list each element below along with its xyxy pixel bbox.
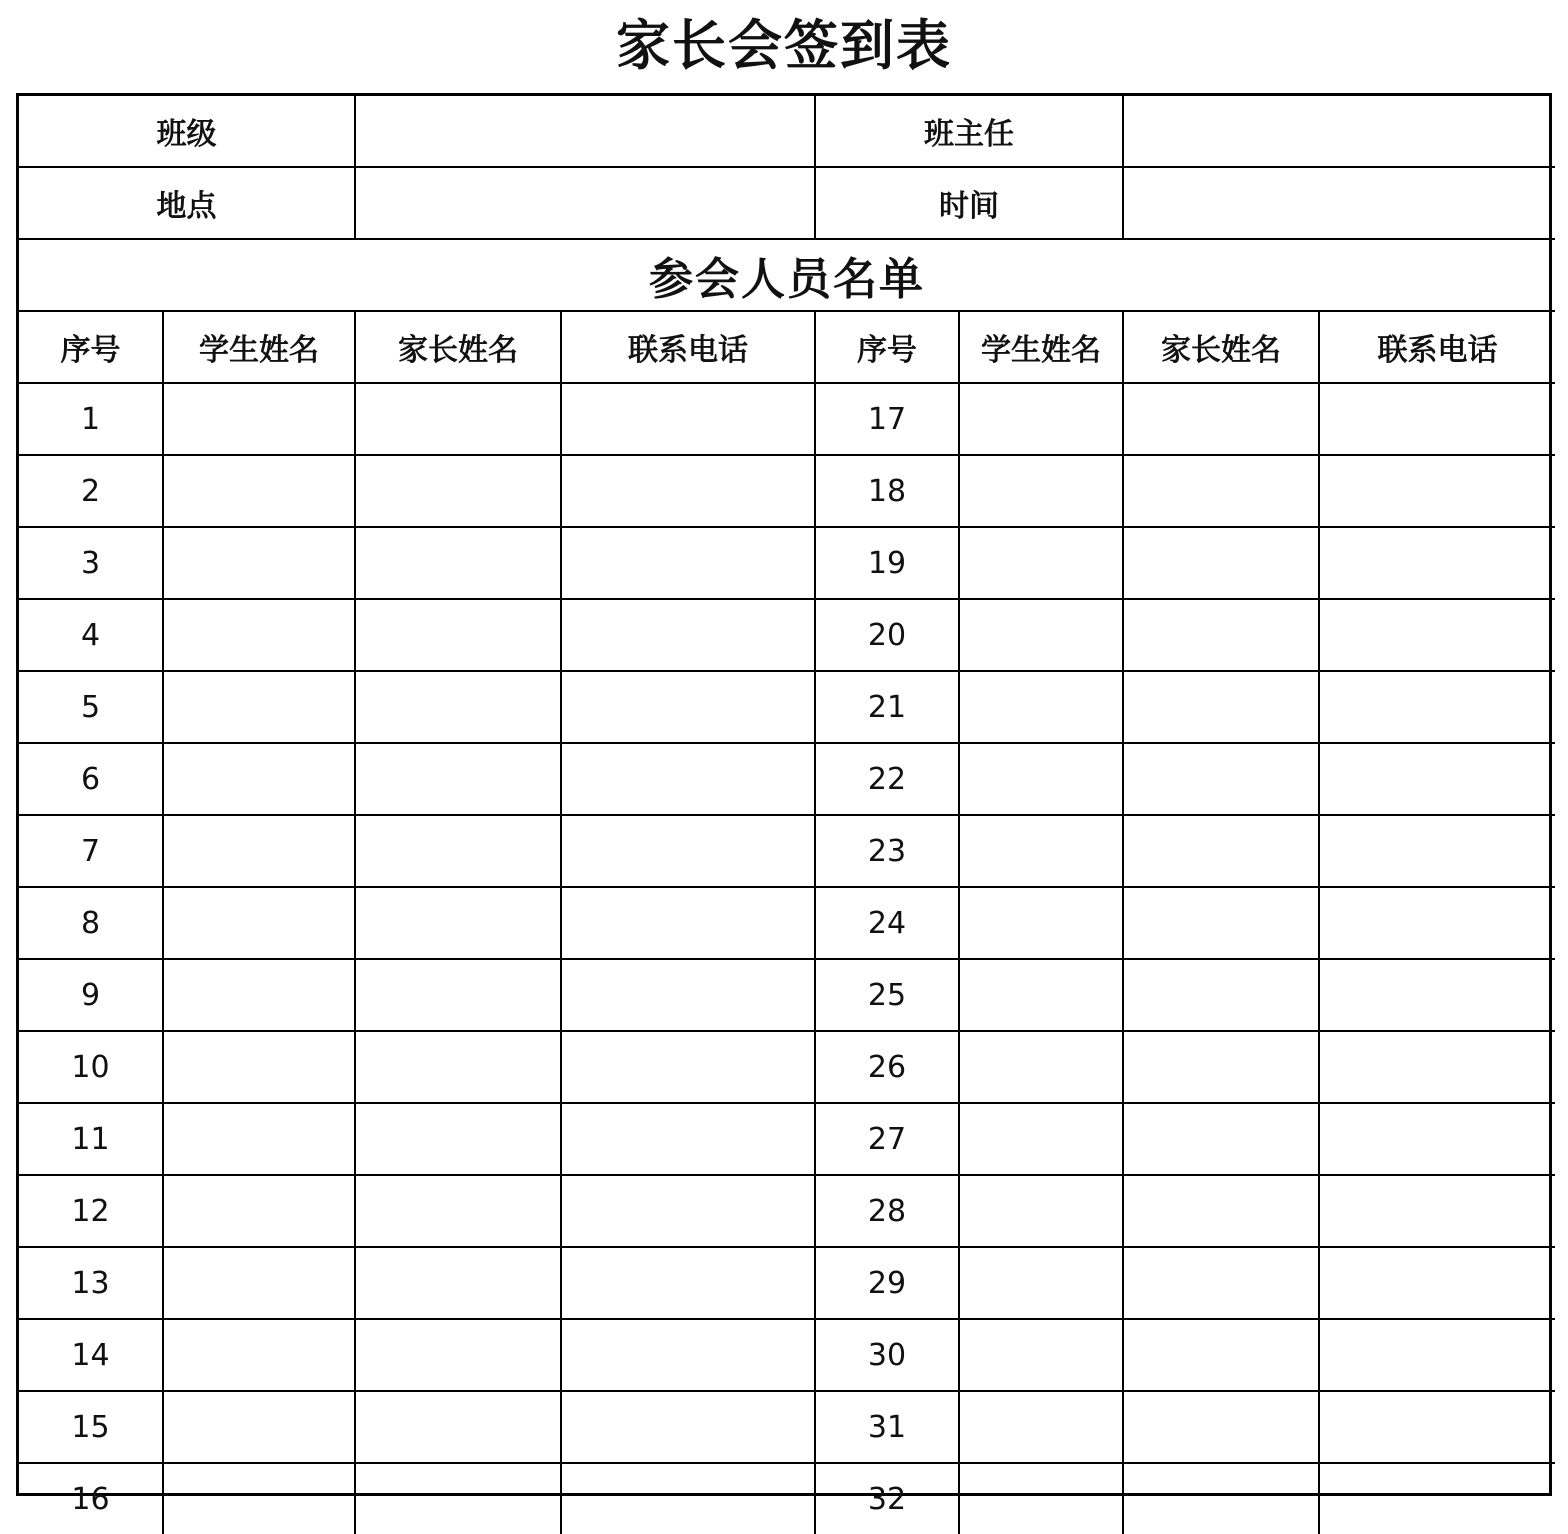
student-name-cell-left[interactable] xyxy=(163,383,355,455)
class-label: 班级 xyxy=(19,96,355,167)
info-row-class xyxy=(19,96,1555,167)
seq-cell-left: 5 xyxy=(19,671,163,743)
phone-cell-right[interactable] xyxy=(1319,959,1555,1031)
phone-cell-right[interactable] xyxy=(1319,383,1555,455)
attendee-row xyxy=(19,959,1555,1031)
seq-cell-right: 19 xyxy=(815,527,959,599)
parent-name-cell-left[interactable] xyxy=(355,599,561,671)
parent-name-cell-right[interactable] xyxy=(1123,1103,1319,1175)
seq-cell-left: 8 xyxy=(19,887,163,959)
phone-cell-right[interactable] xyxy=(1319,815,1555,887)
phone-cell-left[interactable] xyxy=(561,455,815,527)
phone-cell-left[interactable] xyxy=(561,599,815,671)
student-name-cell-left[interactable] xyxy=(163,743,355,815)
attendee-row xyxy=(19,599,1555,671)
student-name-cell-left[interactable] xyxy=(163,527,355,599)
seq-cell-right: 22 xyxy=(815,743,959,815)
phone-cell-left[interactable] xyxy=(561,1031,815,1103)
student-name-cell-right[interactable] xyxy=(959,1319,1123,1391)
attendee-row xyxy=(19,815,1555,887)
seq-cell-left: 15 xyxy=(19,1391,163,1463)
seq-cell-left: 9 xyxy=(19,959,163,1031)
header-seq-left: 序号 xyxy=(19,311,163,383)
student-name-cell-right[interactable] xyxy=(959,1247,1123,1319)
phone-cell-right[interactable] xyxy=(1319,1247,1555,1319)
student-name-cell-left[interactable] xyxy=(163,1247,355,1319)
phone-cell-left[interactable] xyxy=(561,743,815,815)
student-name-cell-left[interactable] xyxy=(163,887,355,959)
phone-cell-right[interactable] xyxy=(1319,1103,1555,1175)
phone-cell-right[interactable] xyxy=(1319,455,1555,527)
seq-cell-right: 31 xyxy=(815,1391,959,1463)
seq-cell-left: 3 xyxy=(19,527,163,599)
parent-name-cell-right[interactable] xyxy=(1123,743,1319,815)
attendee-row xyxy=(19,1319,1555,1391)
student-name-cell-right[interactable] xyxy=(959,383,1123,455)
phone-cell-right[interactable] xyxy=(1319,1319,1555,1391)
parent-name-cell-left[interactable] xyxy=(355,383,561,455)
phone-cell-left[interactable] xyxy=(561,1103,815,1175)
phone-cell-right[interactable] xyxy=(1319,743,1555,815)
seq-cell-right: 20 xyxy=(815,599,959,671)
student-name-cell-left[interactable] xyxy=(163,959,355,1031)
seq-cell-right: 17 xyxy=(815,383,959,455)
seq-cell-right: 28 xyxy=(815,1175,959,1247)
parent-name-cell-right[interactable] xyxy=(1123,815,1319,887)
parent-name-cell-right[interactable] xyxy=(1123,1319,1319,1391)
student-name-cell-right[interactable] xyxy=(959,599,1123,671)
phone-cell-left[interactable] xyxy=(561,959,815,1031)
student-name-cell-left[interactable] xyxy=(163,1031,355,1103)
seq-cell-right: 23 xyxy=(815,815,959,887)
attendee-row xyxy=(19,527,1555,599)
sign-in-sheet xyxy=(16,93,1552,1517)
phone-cell-left[interactable] xyxy=(561,671,815,743)
seq-cell-right: 24 xyxy=(815,887,959,959)
phone-cell-left[interactable] xyxy=(561,1463,815,1534)
parent-name-cell-left[interactable] xyxy=(355,887,561,959)
parent-name-cell-right[interactable] xyxy=(1123,959,1319,1031)
seq-cell-left: 6 xyxy=(19,743,163,815)
student-name-cell-left[interactable] xyxy=(163,455,355,527)
seq-cell-right: 27 xyxy=(815,1103,959,1175)
parent-name-cell-right[interactable] xyxy=(1123,1463,1319,1534)
time-label: 时间 xyxy=(815,167,1123,239)
seq-cell-right: 29 xyxy=(815,1247,959,1319)
student-name-cell-left[interactable] xyxy=(163,1463,355,1534)
phone-cell-left[interactable] xyxy=(561,1175,815,1247)
phone-cell-left[interactable] xyxy=(561,815,815,887)
phone-cell-right[interactable] xyxy=(1319,599,1555,671)
seq-cell-left: 2 xyxy=(19,455,163,527)
student-name-cell-left[interactable] xyxy=(163,1175,355,1247)
student-name-cell-left[interactable] xyxy=(163,1391,355,1463)
student-name-cell-right[interactable] xyxy=(959,1175,1123,1247)
student-name-cell-right[interactable] xyxy=(959,455,1123,527)
parent-name-cell-left[interactable] xyxy=(355,1247,561,1319)
header-student-name-right: 学生姓名 xyxy=(959,311,1123,383)
header-phone-right: 联系电话 xyxy=(1319,311,1555,383)
parent-name-cell-left[interactable] xyxy=(355,959,561,1031)
teacher-label: 班主任 xyxy=(815,96,1123,167)
location-label: 地点 xyxy=(19,167,355,239)
phone-cell-left[interactable] xyxy=(561,1391,815,1463)
parent-name-cell-left[interactable] xyxy=(355,743,561,815)
attendee-row xyxy=(19,455,1555,527)
parent-name-cell-right[interactable] xyxy=(1123,1175,1319,1247)
parent-name-cell-left[interactable] xyxy=(355,815,561,887)
seq-cell-right: 30 xyxy=(815,1319,959,1391)
parent-name-cell-left[interactable] xyxy=(355,527,561,599)
phone-cell-left[interactable] xyxy=(561,887,815,959)
student-name-cell-left[interactable] xyxy=(163,815,355,887)
seq-cell-right: 32 xyxy=(815,1463,959,1534)
seq-cell-right: 25 xyxy=(815,959,959,1031)
seq-cell-left: 14 xyxy=(19,1319,163,1391)
seq-cell-right: 18 xyxy=(815,455,959,527)
parent-name-cell-right[interactable] xyxy=(1123,599,1319,671)
parent-name-cell-left[interactable] xyxy=(355,1463,561,1534)
parent-name-cell-right[interactable] xyxy=(1123,383,1319,455)
student-name-cell-right[interactable] xyxy=(959,959,1123,1031)
phone-cell-right[interactable] xyxy=(1319,671,1555,743)
parent-name-cell-left[interactable] xyxy=(355,1319,561,1391)
student-name-cell-left[interactable] xyxy=(163,671,355,743)
phone-cell-right[interactable] xyxy=(1319,887,1555,959)
student-name-cell-left[interactable] xyxy=(163,599,355,671)
parent-name-cell-right[interactable] xyxy=(1123,1031,1319,1103)
header-student-name-left: 学生姓名 xyxy=(163,311,355,383)
phone-cell-left[interactable] xyxy=(561,1247,815,1319)
phone-cell-right[interactable] xyxy=(1319,527,1555,599)
parent-name-cell-left[interactable] xyxy=(355,1103,561,1175)
parent-name-cell-right[interactable] xyxy=(1123,887,1319,959)
seq-cell-left: 1 xyxy=(19,383,163,455)
attendee-row xyxy=(19,1175,1555,1247)
phone-cell-left[interactable] xyxy=(561,383,815,455)
student-name-cell-right[interactable] xyxy=(959,1391,1123,1463)
teacher-field[interactable] xyxy=(1123,96,1555,167)
attendee-row xyxy=(19,1247,1555,1319)
seq-cell-left: 7 xyxy=(19,815,163,887)
section-title-row xyxy=(19,239,1555,311)
student-name-cell-left[interactable] xyxy=(163,1319,355,1391)
header-seq-right: 序号 xyxy=(815,311,959,383)
attendee-row xyxy=(19,671,1555,743)
seq-cell-left: 10 xyxy=(19,1031,163,1103)
parent-name-cell-left[interactable] xyxy=(355,671,561,743)
parent-name-cell-left[interactable] xyxy=(355,1031,561,1103)
student-name-cell-right[interactable] xyxy=(959,815,1123,887)
phone-cell-right[interactable] xyxy=(1319,1175,1555,1247)
attendee-row xyxy=(19,1391,1555,1463)
student-name-cell-right[interactable] xyxy=(959,1463,1123,1534)
parent-name-cell-right[interactable] xyxy=(1123,671,1319,743)
sign-in-table xyxy=(19,96,1555,1534)
student-name-cell-right[interactable] xyxy=(959,743,1123,815)
student-name-cell-right[interactable] xyxy=(959,671,1123,743)
phone-cell-right[interactable] xyxy=(1319,1391,1555,1463)
page-title: 家长会签到表 xyxy=(616,14,952,77)
student-name-cell-right[interactable] xyxy=(959,1031,1123,1103)
parent-name-cell-right[interactable] xyxy=(1123,455,1319,527)
parent-name-cell-right[interactable] xyxy=(1123,1247,1319,1319)
seq-cell-right: 21 xyxy=(815,671,959,743)
class-field[interactable] xyxy=(355,96,815,167)
attendee-row xyxy=(19,743,1555,815)
parent-name-cell-left[interactable] xyxy=(355,455,561,527)
student-name-cell-right[interactable] xyxy=(959,1103,1123,1175)
section-title: 参会人员名单 xyxy=(19,239,1555,311)
seq-cell-left: 16 xyxy=(19,1463,163,1534)
header-phone-left: 联系电话 xyxy=(561,311,815,383)
phone-cell-right[interactable] xyxy=(1319,1463,1555,1534)
parent-name-cell-left[interactable] xyxy=(355,1391,561,1463)
attendee-row xyxy=(19,383,1555,455)
seq-cell-right: 26 xyxy=(815,1031,959,1103)
parent-name-cell-right[interactable] xyxy=(1123,527,1319,599)
attendee-row xyxy=(19,1463,1555,1534)
parent-name-cell-right[interactable] xyxy=(1123,1391,1319,1463)
seq-cell-left: 11 xyxy=(19,1103,163,1175)
seq-cell-left: 12 xyxy=(19,1175,163,1247)
seq-cell-left: 4 xyxy=(19,599,163,671)
attendee-row xyxy=(19,887,1555,959)
phone-cell-left[interactable] xyxy=(561,1319,815,1391)
student-name-cell-right[interactable] xyxy=(959,887,1123,959)
time-field[interactable] xyxy=(1123,167,1555,239)
phone-cell-right[interactable] xyxy=(1319,1031,1555,1103)
attendee-row xyxy=(19,1031,1555,1103)
student-name-cell-left[interactable] xyxy=(163,1103,355,1175)
seq-cell-left: 13 xyxy=(19,1247,163,1319)
parent-name-cell-left[interactable] xyxy=(355,1175,561,1247)
header-parent-name-right: 家长姓名 xyxy=(1123,311,1319,383)
info-row-location xyxy=(19,167,1555,239)
header-parent-name-left: 家长姓名 xyxy=(355,311,561,383)
phone-cell-left[interactable] xyxy=(561,527,815,599)
attendee-row xyxy=(19,1103,1555,1175)
header-row xyxy=(19,311,1555,383)
student-name-cell-right[interactable] xyxy=(959,527,1123,599)
location-field[interactable] xyxy=(355,167,815,239)
